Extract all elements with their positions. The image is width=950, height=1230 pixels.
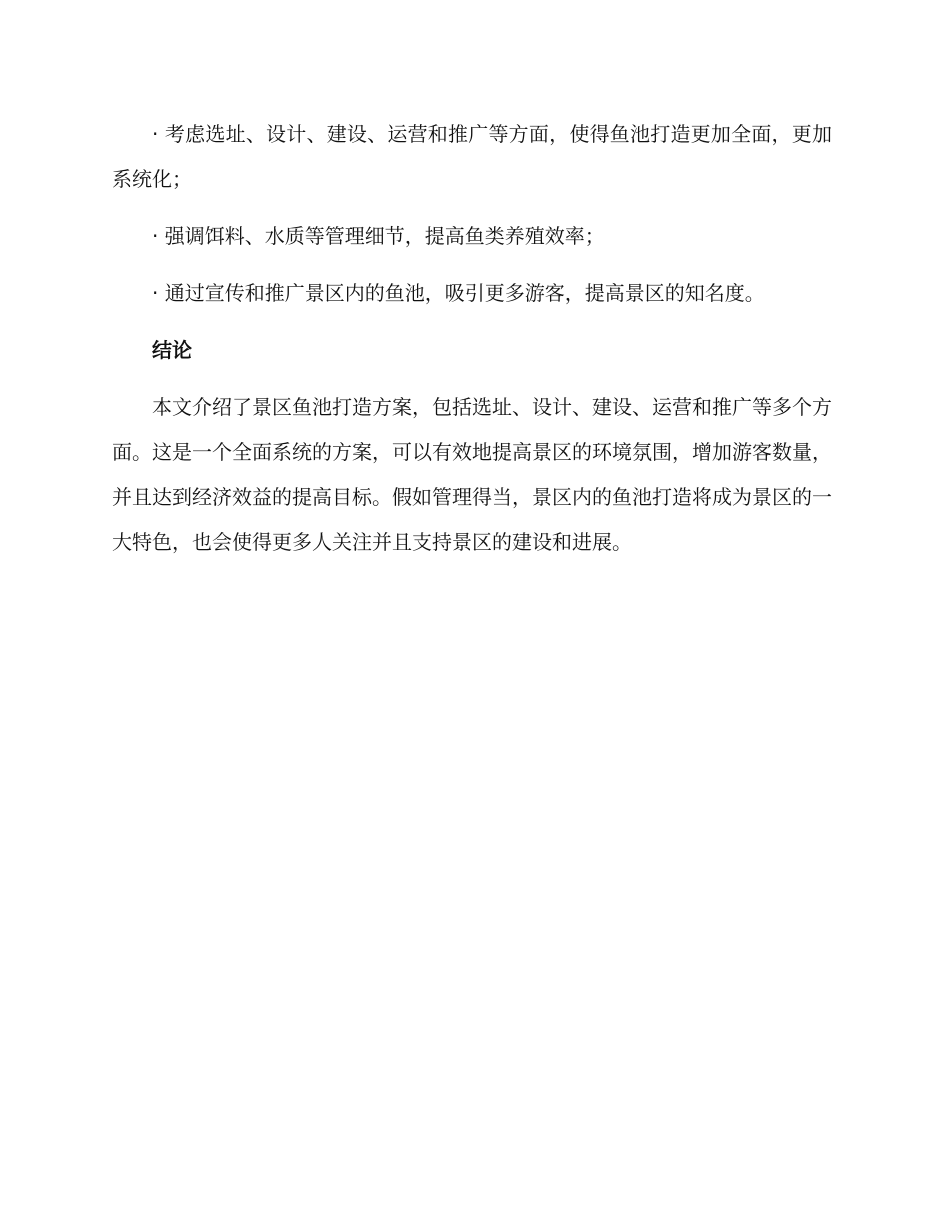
bullet-item-promotion: · 通过宣传和推广景区内的鱼池，吸引更多游客，提高景区的知名度。 (152, 281, 765, 305)
document-page (112, 112, 832, 565)
conclusion-heading: 结论 (152, 338, 192, 362)
conclusion-paragraph: 本文介绍了景区鱼池打造方案，包括选址、设计、建设、运营和推广等多个方面。这是一个全面系统的方案，可以有效地提高景区的环境氛围，增加游客数量，并且达到经济效益的提高目标。假如管理得当，景区内的鱼池打造将成为景区的一大特色，也会使得更多人关注并且支持景区的建设和进展。 (112, 395, 832, 554)
bullet-item-management: · 强调饵料、水质等管理细节，提高鱼类养殖效率； (152, 224, 605, 248)
bullet-item-comprehensive: · 考虑选址、设计、建设、运营和推广等方面，使得鱼池打造更加全面，更加系统化； (112, 122, 832, 191)
